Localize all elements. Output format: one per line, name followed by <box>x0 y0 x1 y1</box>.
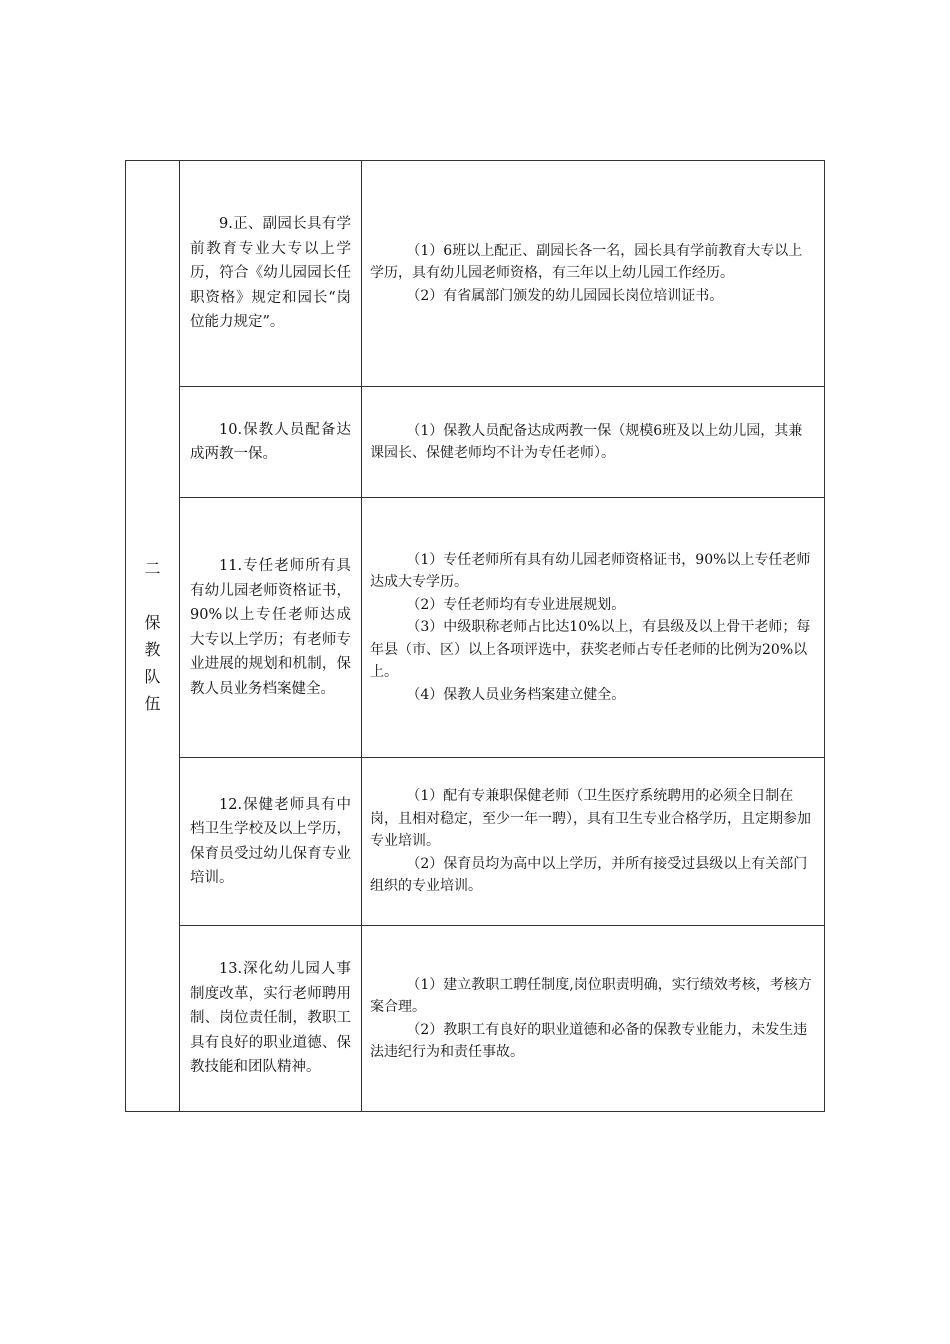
detail-list <box>362 240 824 308</box>
standard-text: 9.正、副园长具有学前教育专业大专以上学历，符合《幼儿园园长任职资格》规定和园长“岗位能力规定”。 <box>190 216 351 331</box>
detail-item: （1）配有专兼职保健老师（卫生医疗系统聘用的必须全日制在岗，且相对稳定，至少一年一聘），具有卫生专业合格学历，且定期参加专业培训。 <box>370 788 811 850</box>
standard-cell <box>180 758 362 926</box>
detail-item: （2）有省属部门颁发的幼儿园园长岗位培训证书。 <box>406 287 724 304</box>
detail-item: （2）专任老师均有专业进展规划。 <box>406 596 626 613</box>
table-row <box>126 387 825 498</box>
detail-item: （2）保育员均为高中以上学历，并所有接受过县级以上有关部门组织的专业培训。 <box>370 855 808 895</box>
detail-cell <box>362 387 825 498</box>
detail-cell <box>362 498 825 758</box>
section-cell <box>126 161 180 1112</box>
detail-cell <box>362 758 825 926</box>
table-row <box>126 161 825 387</box>
detail-item: （1）保教人员配备达成两教一保（规模6班及以上幼儿园，其兼课园长、保健老师均不计为专任老师）。 <box>370 422 803 461</box>
standard-cell <box>180 387 362 498</box>
detail-item: （1）建立教职工聘任制度,岗位职责明确，实行绩效考核，考核方案合理。 <box>370 976 812 1015</box>
standard-text: 13.深化幼儿园人事制度改革，实行老师聘用制、岗位责任制，教职工具有良好的职业道德、保教技能和团队精神。 <box>190 961 351 1076</box>
detail-item: （4）保教人员业务档案建立健全。 <box>406 686 626 703</box>
standard-cell <box>180 161 362 387</box>
standard-cell <box>180 498 362 758</box>
detail-list <box>362 420 824 465</box>
table-row <box>126 926 825 1112</box>
table-row <box>126 498 825 758</box>
detail-list <box>362 549 824 707</box>
evaluation-table <box>125 160 825 1112</box>
section-label: 二 保 教 队 伍 <box>144 559 161 713</box>
detail-cell <box>362 161 825 387</box>
table-row <box>126 758 825 926</box>
detail-item: （1）6班以上配正、副园长各一名，园长具有学前教育大专以上学历，具有幼儿园老师资格，有三年以上幼儿园工作经历。 <box>370 242 803 282</box>
standard-text: 11.专任老师所有具有幼儿园老师资格证书，90%以上专任老师达成大专以上学历；有老师专业进展的规划和机制，保教人员业务档案健全。 <box>190 558 351 697</box>
detail-item: （2）教职工有良好的职业道德和必备的保教专业能力，未发生违法违纪行为和责任事故。 <box>370 1021 808 1060</box>
detail-list <box>362 785 824 898</box>
detail-item: （3）中级职称老师占比达10%以上，有县级及以上骨干老师；每年县（市、区）以上各项评选中，获奖老师占专任老师的比例为20%以上。 <box>370 619 811 681</box>
detail-cell <box>362 926 825 1112</box>
standard-cell <box>180 926 362 1112</box>
detail-list <box>362 974 824 1064</box>
standard-text: 10.保教人员配备达成两教一保。 <box>190 421 351 462</box>
standard-text: 12.保健老师具有中档卫生学校及以上学历，保育员受过幼儿保育专业培训。 <box>190 796 351 886</box>
detail-item: （1）专任老师所有具有幼儿园老师资格证书，90%以上专任老师达成大专学历。 <box>370 551 811 591</box>
